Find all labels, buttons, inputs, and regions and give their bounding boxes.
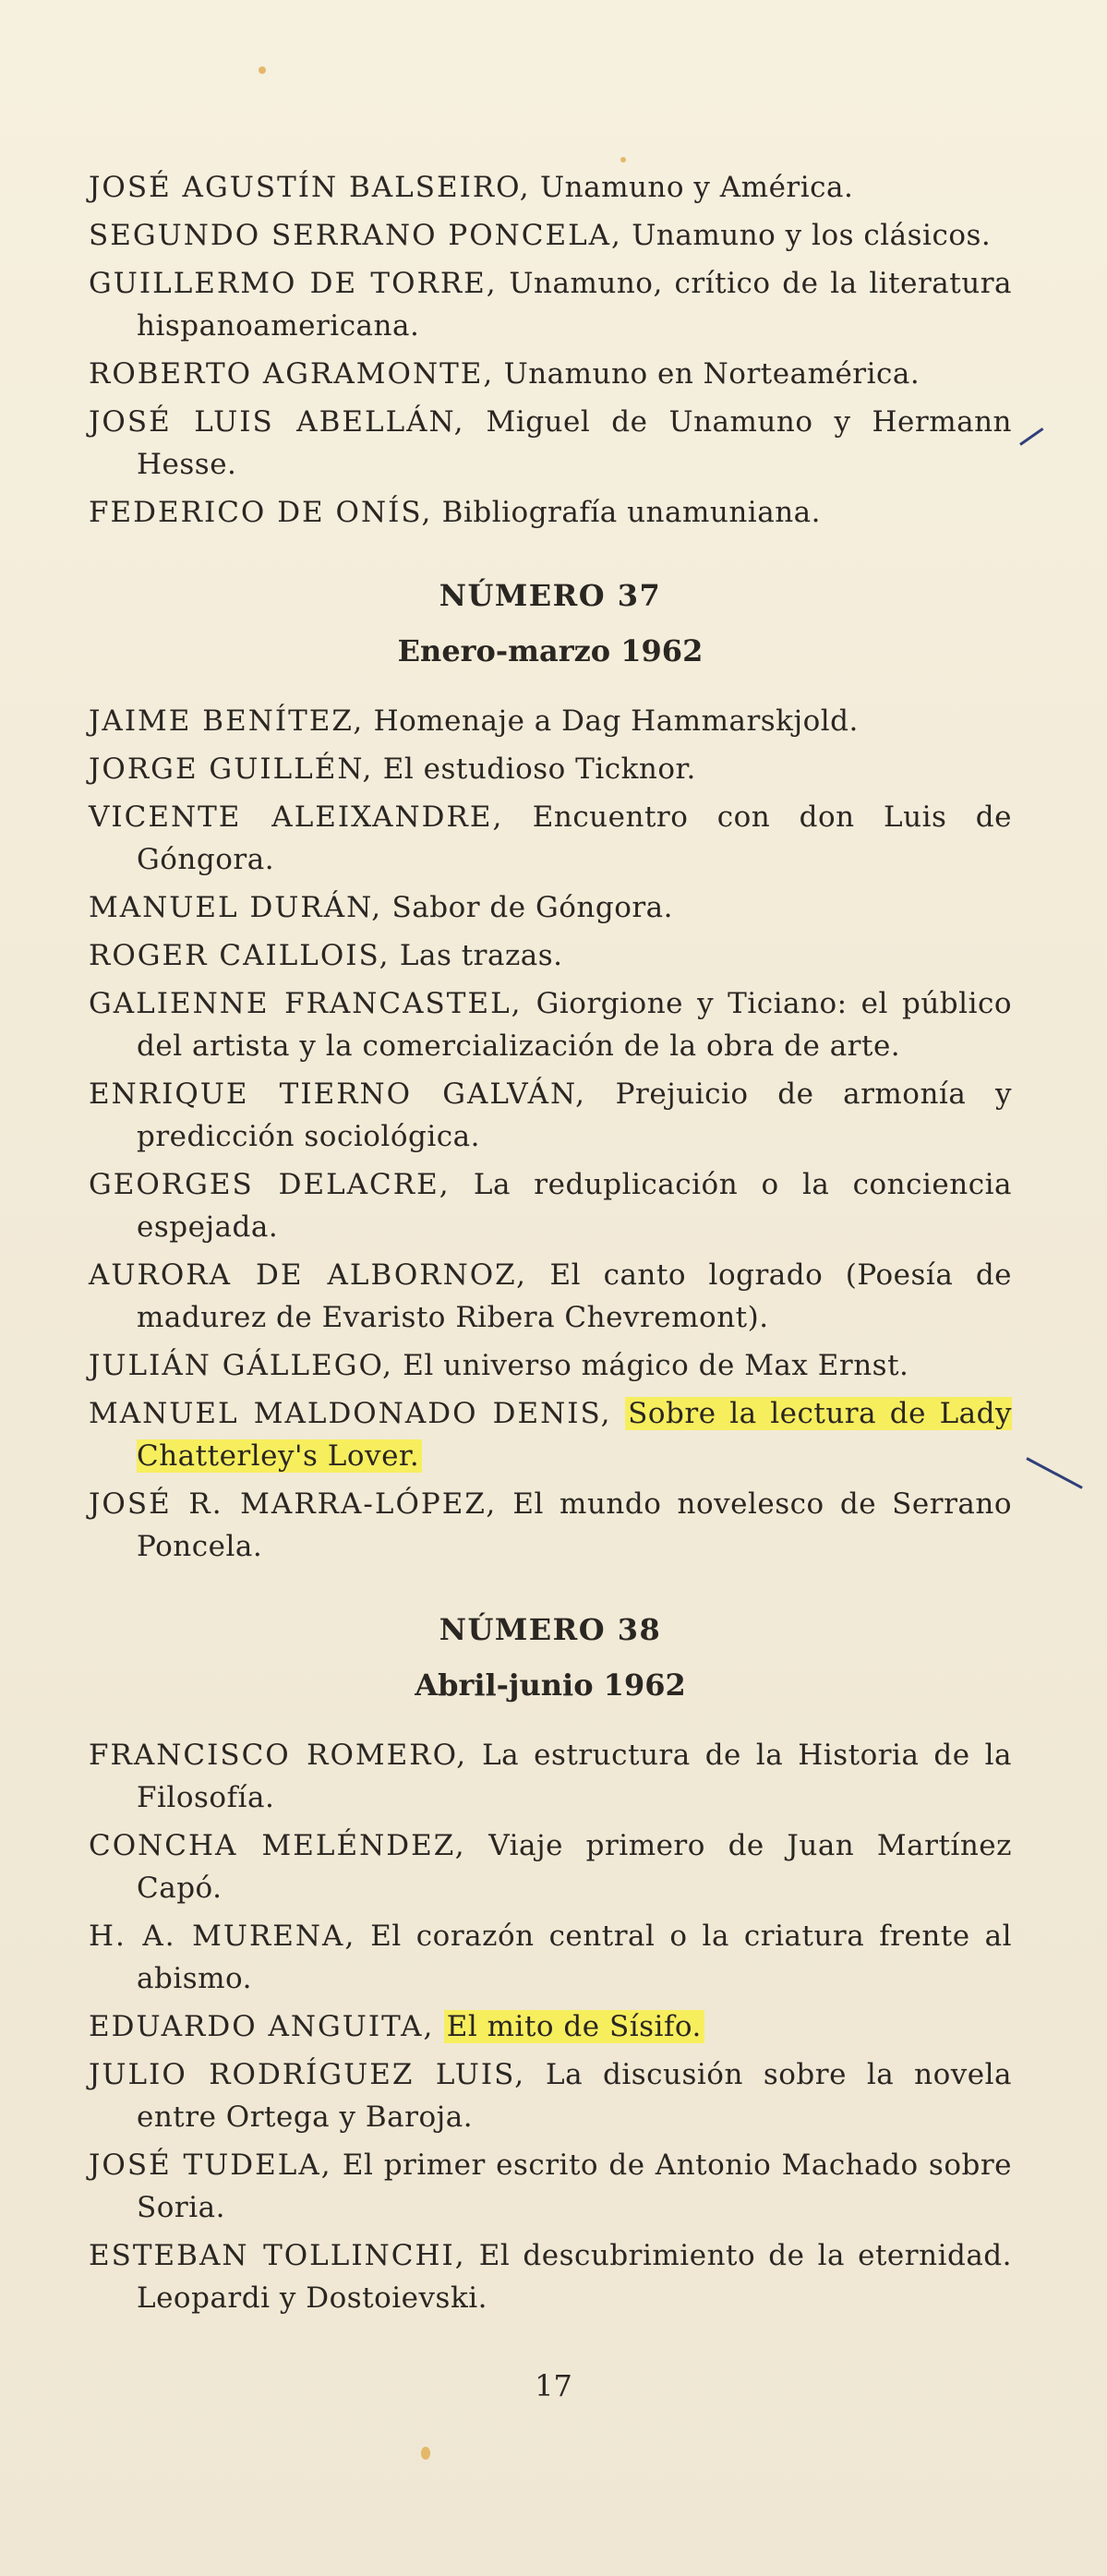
list-item: JOSÉ R. MARRA-LÓPEZ, El mundo novelesco de Serrano Poncela. [89, 1487, 1013, 1563]
highlighted-title: El mito de Sísifo. [444, 2010, 704, 2043]
list-item: JORGE GUILLÉN, El estudioso Ticknor. [89, 752, 696, 786]
list-item: EDUARDO ANGUITA, El mito de Sísifo. [89, 2005, 1012, 2048]
list-item: AURORA DE ALBORNOZ, El canto logrado (Poesía de madurez de Evaristo Ribera Chevremont). [89, 1258, 1013, 1334]
intro-entries [89, 166, 1012, 534]
list-item: SEGUNDO SERRANO PONCELA, Unamuno y los clásicos. [89, 219, 992, 252]
document-body [89, 166, 1012, 2325]
list-item: JOSÉ LUIS ABELLÁN, Miguel de Unamuno y Hermann Hesse. [89, 405, 1012, 481]
list-item: GEORGES DELACRE, La reduplicación o la conciencia espejada. [89, 1168, 1012, 1244]
page-number: 17 [535, 2368, 572, 2403]
list-item: MANUEL DURÁN, Sabor de Góngora. [89, 891, 674, 924]
section-38 [89, 1607, 1012, 2319]
list-item: JAIME BENÍTEZ, Homenaje a Dag Hammarskjold. [89, 704, 859, 738]
section-date: Enero-marzo 1962 [397, 633, 704, 668]
section-37 [89, 572, 1012, 1568]
list-item: FEDERICO DE ONÍS, Bibliografía unamuniana. [89, 496, 822, 529]
list-item: JULIÁN GÁLLEGO, El universo mágico de Max Ernst. [89, 1349, 909, 1382]
list-item: GALIENNE FRANCASTEL, Giorgione y Ticiano: el público del artista y la comercialización de la obra de arte. [89, 987, 1013, 1063]
list-item: GUILLERMO DE TORRE, Unamuno, crítico de la literatura hispanoamericana. [89, 267, 1013, 343]
list-item: ROGER CAILLOIS, Las trazas. [89, 939, 563, 972]
list-item: CONCHA MELÉNDEZ, Viaje primero de Juan Martínez Capó. [89, 1829, 1012, 1905]
list-item: ESTEBAN TOLLINCHI, El descubrimiento de la eternidad. Leopardi y Dostoievski. [89, 2239, 1013, 2315]
list-item: ENRIQUE TIERNO GALVÁN, Prejuicio de armonía y predicción sociológica. [89, 1077, 1012, 1153]
section-date: Abril-junio 1962 [415, 1667, 686, 1703]
list-item: H. A. MURENA, El corazón central o la criatura frente al abismo. [89, 1920, 1012, 1995]
list-item: JULIO RODRÍGUEZ LUIS, La discusión sobre la novela entre Ortega y Baroja. [89, 2058, 1012, 2134]
list-item: JOSÉ AGUSTÍN BALSEIRO, Unamuno y América. [89, 171, 854, 204]
list-item: ROBERTO AGRAMONTE, Unamuno en Norteamérica. [89, 357, 920, 391]
pen-tick-mark [1026, 1457, 1082, 1489]
paper-speck [620, 157, 626, 163]
paper-speck [421, 2447, 430, 2460]
section-heading: NÚMERO 38 [439, 1612, 662, 1647]
pen-tick-mark [1019, 427, 1043, 446]
list-item: MANUEL MALDONADO DENIS, Sobre la lectura de Lady Chatterley's Lover. [89, 1397, 1012, 1473]
list-item: JOSÉ TUDELA, El primer escrito de Antonio Machado sobre Soria. [89, 2149, 1012, 2224]
list-item: FRANCISCO ROMERO, La estructura de la Historia de la Filosofía. [89, 1739, 1012, 1814]
paper-speck [259, 66, 266, 74]
section-heading: NÚMERO 37 [439, 578, 662, 613]
list-item: VICENTE ALEIXANDRE, Encuentro con don Luis de Góngora. [89, 800, 1012, 876]
highlighted-title: Sobre la lectura de Lady Chatterley's Lover. [137, 1397, 1012, 1473]
